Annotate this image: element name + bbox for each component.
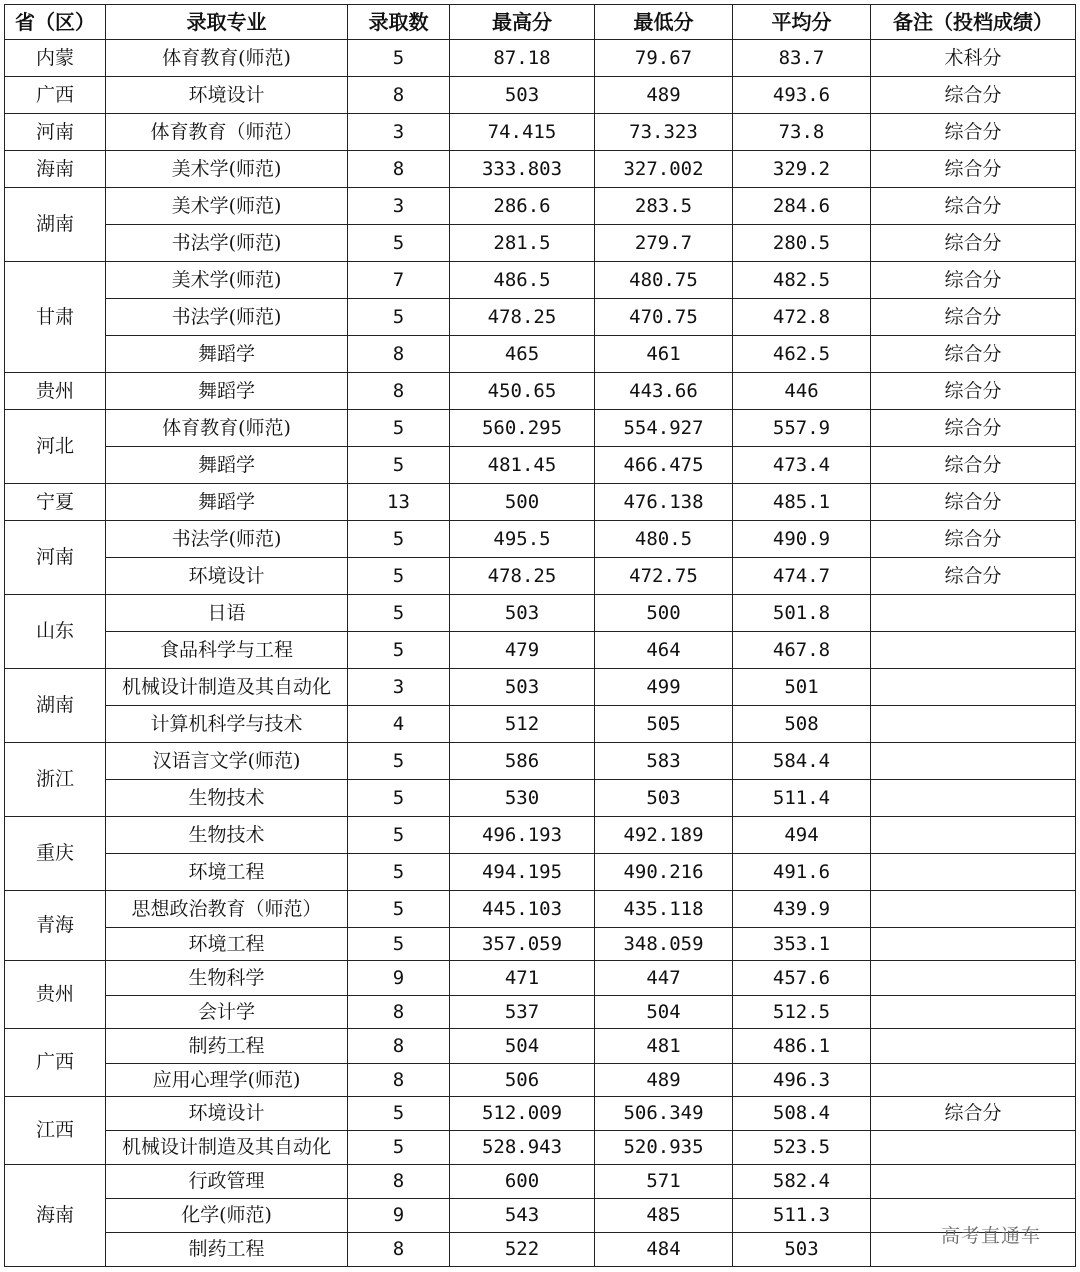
cell-province: 海南 (5, 151, 106, 188)
cell-remark: 术科分 (871, 40, 1076, 77)
cell-remark: 综合分 (871, 188, 1076, 225)
cell-avg-score: 511.3 (733, 1199, 871, 1233)
cell-major: 环境设计 (106, 77, 348, 114)
cell-min-score: 520.935 (595, 1131, 733, 1165)
cell-remark (871, 996, 1076, 1029)
cell-major: 体育教育(师范) (106, 410, 348, 447)
cell-province: 贵州 (5, 373, 106, 410)
table-row (5, 225, 1076, 262)
cell-remark: 综合分 (871, 1097, 1076, 1131)
cell-admitted-count: 5 (348, 558, 450, 595)
cell-remark: 综合分 (871, 262, 1076, 299)
table-row (5, 743, 1076, 780)
cell-remark (871, 854, 1076, 891)
header-row (5, 5, 1076, 40)
cell-major: 美术学(师范) (106, 262, 348, 299)
cell-avg-score: 83.7 (733, 40, 871, 77)
table-row (5, 1165, 1076, 1199)
cell-max-score: 537 (450, 996, 595, 1029)
table-row (5, 1233, 1076, 1267)
table-row (5, 1199, 1076, 1233)
cell-remark (871, 1029, 1076, 1064)
cell-admitted-count: 8 (348, 336, 450, 373)
cell-remark: 综合分 (871, 114, 1076, 151)
cell-major: 环境设计 (106, 558, 348, 595)
cell-avg-score: 353.1 (733, 928, 871, 961)
table-row (5, 1131, 1076, 1165)
cell-admitted-count: 8 (348, 1233, 450, 1267)
cell-major: 舞蹈学 (106, 484, 348, 521)
cell-avg-score: 462.5 (733, 336, 871, 373)
cell-min-score: 279.7 (595, 225, 733, 262)
cell-min-score: 485 (595, 1199, 733, 1233)
cell-min-score: 554.927 (595, 410, 733, 447)
table-row (5, 373, 1076, 410)
cell-major: 会计学 (106, 996, 348, 1029)
cell-max-score: 481.45 (450, 447, 595, 484)
cell-avg-score: 582.4 (733, 1165, 871, 1199)
cell-avg-score: 446 (733, 373, 871, 410)
cell-admitted-count: 5 (348, 40, 450, 77)
table-row (5, 336, 1076, 373)
header-avg-score: 平均分 (733, 5, 871, 40)
cell-major: 环境设计 (106, 1097, 348, 1131)
cell-max-score: 333.803 (450, 151, 595, 188)
cell-avg-score: 508 (733, 706, 871, 743)
cell-major: 生物技术 (106, 817, 348, 854)
cell-remark: 综合分 (871, 521, 1076, 558)
cell-admitted-count: 4 (348, 706, 450, 743)
cell-min-score: 470.75 (595, 299, 733, 336)
cell-avg-score: 503 (733, 1233, 871, 1267)
table-row (5, 928, 1076, 961)
cell-major: 化学(师范) (106, 1199, 348, 1233)
table-row (5, 299, 1076, 336)
cell-admitted-count: 8 (348, 1029, 450, 1064)
cell-admitted-count: 5 (348, 632, 450, 669)
cell-province: 河北 (5, 410, 106, 484)
cell-max-score: 512.009 (450, 1097, 595, 1131)
cell-max-score: 528.943 (450, 1131, 595, 1165)
cell-admitted-count: 8 (348, 996, 450, 1029)
cell-admitted-count: 9 (348, 1199, 450, 1233)
cell-min-score: 499 (595, 669, 733, 706)
table-row (5, 632, 1076, 669)
cell-admitted-count: 5 (348, 595, 450, 632)
cell-remark: 综合分 (871, 373, 1076, 410)
cell-max-score: 445.103 (450, 891, 595, 928)
cell-province: 广西 (5, 1029, 106, 1097)
cell-admitted-count: 5 (348, 1131, 450, 1165)
table-row (5, 961, 1076, 996)
cell-min-score: 283.5 (595, 188, 733, 225)
cell-avg-score: 501.8 (733, 595, 871, 632)
cell-remark: 综合分 (871, 77, 1076, 114)
cell-remark: 综合分 (871, 484, 1076, 521)
header-major: 录取专业 (106, 5, 348, 40)
cell-avg-score: 494 (733, 817, 871, 854)
cell-remark (871, 928, 1076, 961)
cell-avg-score: 512.5 (733, 996, 871, 1029)
cell-admitted-count: 5 (348, 225, 450, 262)
cell-max-score: 479 (450, 632, 595, 669)
cell-major: 日语 (106, 595, 348, 632)
table-row (5, 114, 1076, 151)
watermark: 高考直通车 (941, 1225, 1042, 1247)
cell-min-score: 504 (595, 996, 733, 1029)
cell-province: 内蒙 (5, 40, 106, 77)
cell-admitted-count: 5 (348, 410, 450, 447)
cell-max-score: 503 (450, 77, 595, 114)
table-row (5, 188, 1076, 225)
cell-min-score: 73.323 (595, 114, 733, 151)
cell-max-score: 506 (450, 1064, 595, 1097)
cell-min-score: 464 (595, 632, 733, 669)
cell-admitted-count: 9 (348, 961, 450, 996)
cell-avg-score: 508.4 (733, 1097, 871, 1131)
cell-max-score: 495.5 (450, 521, 595, 558)
cell-admitted-count: 5 (348, 928, 450, 961)
cell-province: 江西 (5, 1097, 106, 1165)
cell-admitted-count: 5 (348, 299, 450, 336)
cell-major: 生物技术 (106, 780, 348, 817)
cell-avg-score: 523.5 (733, 1131, 871, 1165)
cell-major: 体育教育（师范） (106, 114, 348, 151)
table-row (5, 669, 1076, 706)
cell-province: 青海 (5, 891, 106, 961)
table-row (5, 521, 1076, 558)
cell-max-score: 503 (450, 669, 595, 706)
cell-min-score: 476.138 (595, 484, 733, 521)
cell-avg-score: 493.6 (733, 77, 871, 114)
cell-admitted-count: 5 (348, 521, 450, 558)
cell-min-score: 466.475 (595, 447, 733, 484)
cell-max-score: 512 (450, 706, 595, 743)
cell-min-score: 489 (595, 1064, 733, 1097)
cell-remark: 综合分 (871, 336, 1076, 373)
cell-major: 美术学(师范) (106, 188, 348, 225)
cell-avg-score: 491.6 (733, 854, 871, 891)
cell-avg-score: 467.8 (733, 632, 871, 669)
cell-remark: 综合分 (871, 225, 1076, 262)
cell-major: 食品科学与工程 (106, 632, 348, 669)
cell-max-score: 560.295 (450, 410, 595, 447)
cell-major: 机械设计制造及其自动化 (106, 669, 348, 706)
cell-remark (871, 743, 1076, 780)
cell-major: 舞蹈学 (106, 336, 348, 373)
table-row (5, 854, 1076, 891)
table-row (5, 780, 1076, 817)
cell-province: 河南 (5, 521, 106, 595)
cell-max-score: 478.25 (450, 558, 595, 595)
cell-avg-score: 496.3 (733, 1064, 871, 1097)
cell-province: 浙江 (5, 743, 106, 817)
cell-min-score: 461 (595, 336, 733, 373)
cell-remark (871, 1064, 1076, 1097)
table-row (5, 558, 1076, 595)
cell-major: 生物科学 (106, 961, 348, 996)
cell-min-score: 435.118 (595, 891, 733, 928)
cell-major: 机械设计制造及其自动化 (106, 1131, 348, 1165)
cell-min-score: 443.66 (595, 373, 733, 410)
cell-remark (871, 706, 1076, 743)
cell-remark: 综合分 (871, 447, 1076, 484)
cell-avg-score: 501 (733, 669, 871, 706)
cell-min-score: 571 (595, 1165, 733, 1199)
cell-max-score: 357.059 (450, 928, 595, 961)
cell-avg-score: 584.4 (733, 743, 871, 780)
header-admitted-count: 录取数 (348, 5, 450, 40)
cell-major: 环境工程 (106, 928, 348, 961)
cell-min-score: 500 (595, 595, 733, 632)
cell-min-score: 348.059 (595, 928, 733, 961)
table-row (5, 1064, 1076, 1097)
cell-major: 书法学(师范) (106, 299, 348, 336)
table-row (5, 40, 1076, 77)
cell-avg-score: 486.1 (733, 1029, 871, 1064)
table-row (5, 1097, 1076, 1131)
cell-major: 舞蹈学 (106, 447, 348, 484)
cell-major: 应用心理学(师范) (106, 1064, 348, 1097)
cell-max-score: 500 (450, 484, 595, 521)
table-row (5, 410, 1076, 447)
cell-remark (871, 817, 1076, 854)
cell-province: 广西 (5, 77, 106, 114)
cell-avg-score: 280.5 (733, 225, 871, 262)
cell-max-score: 486.5 (450, 262, 595, 299)
cell-min-score: 505 (595, 706, 733, 743)
cell-max-score: 87.18 (450, 40, 595, 77)
cell-admitted-count: 13 (348, 484, 450, 521)
cell-max-score: 286.6 (450, 188, 595, 225)
table-row (5, 262, 1076, 299)
cell-remark: 综合分 (871, 558, 1076, 595)
cell-remark: 综合分 (871, 410, 1076, 447)
cell-admitted-count: 5 (348, 817, 450, 854)
cell-max-score: 471 (450, 961, 595, 996)
cell-admitted-count: 7 (348, 262, 450, 299)
cell-admitted-count: 8 (348, 151, 450, 188)
cell-max-score: 530 (450, 780, 595, 817)
cell-min-score: 480.75 (595, 262, 733, 299)
cell-max-score: 494.195 (450, 854, 595, 891)
cell-avg-score: 557.9 (733, 410, 871, 447)
cell-avg-score: 473.4 (733, 447, 871, 484)
cell-major: 环境工程 (106, 854, 348, 891)
cell-max-score: 600 (450, 1165, 595, 1199)
cell-admitted-count: 5 (348, 854, 450, 891)
cell-max-score: 586 (450, 743, 595, 780)
cell-max-score: 504 (450, 1029, 595, 1064)
table-row (5, 996, 1076, 1029)
cell-min-score: 492.189 (595, 817, 733, 854)
cell-min-score: 490.216 (595, 854, 733, 891)
cell-admitted-count: 5 (348, 743, 450, 780)
cell-province: 甘肃 (5, 262, 106, 373)
cell-province: 湖南 (5, 669, 106, 743)
cell-admitted-count: 3 (348, 188, 450, 225)
cell-major: 制药工程 (106, 1233, 348, 1267)
table-row (5, 891, 1076, 928)
cell-admitted-count: 5 (348, 1097, 450, 1131)
cell-province: 山东 (5, 595, 106, 669)
cell-remark: 综合分 (871, 299, 1076, 336)
cell-avg-score: 472.8 (733, 299, 871, 336)
cell-remark (871, 632, 1076, 669)
table-row (5, 447, 1076, 484)
table-row (5, 151, 1076, 188)
cell-admitted-count: 3 (348, 669, 450, 706)
cell-province: 贵州 (5, 961, 106, 1029)
cell-max-score: 465 (450, 336, 595, 373)
cell-avg-score: 482.5 (733, 262, 871, 299)
cell-min-score: 472.75 (595, 558, 733, 595)
cell-major: 行政管理 (106, 1165, 348, 1199)
cell-major: 体育教育(师范) (106, 40, 348, 77)
cell-province: 海南 (5, 1165, 106, 1267)
cell-remark (871, 961, 1076, 996)
cell-avg-score: 284.6 (733, 188, 871, 225)
cell-remark (871, 1165, 1076, 1199)
cell-avg-score: 490.9 (733, 521, 871, 558)
cell-avg-score: 474.7 (733, 558, 871, 595)
cell-remark (871, 1131, 1076, 1165)
cell-avg-score: 485.1 (733, 484, 871, 521)
cell-avg-score: 457.6 (733, 961, 871, 996)
cell-min-score: 583 (595, 743, 733, 780)
cell-admitted-count: 5 (348, 447, 450, 484)
admission-scores-table (4, 4, 1076, 1267)
header-min-score: 最低分 (595, 5, 733, 40)
cell-max-score: 281.5 (450, 225, 595, 262)
cell-province: 河南 (5, 114, 106, 151)
table-row (5, 595, 1076, 632)
cell-remark (871, 595, 1076, 632)
cell-remark (871, 780, 1076, 817)
cell-avg-score: 73.8 (733, 114, 871, 151)
cell-admitted-count: 5 (348, 891, 450, 928)
cell-min-score: 79.67 (595, 40, 733, 77)
cell-admitted-count: 3 (348, 114, 450, 151)
cell-min-score: 503 (595, 780, 733, 817)
cell-max-score: 543 (450, 1199, 595, 1233)
cell-min-score: 481 (595, 1029, 733, 1064)
cell-remark (871, 891, 1076, 928)
cell-avg-score: 329.2 (733, 151, 871, 188)
cell-admitted-count: 8 (348, 1165, 450, 1199)
cell-avg-score: 511.4 (733, 780, 871, 817)
cell-major: 思想政治教育（师范） (106, 891, 348, 928)
cell-major: 书法学(师范) (106, 225, 348, 262)
cell-major: 书法学(师范) (106, 521, 348, 558)
cell-max-score: 503 (450, 595, 595, 632)
table-row (5, 77, 1076, 114)
cell-min-score: 484 (595, 1233, 733, 1267)
cell-major: 汉语言文学(师范) (106, 743, 348, 780)
header-remark: 备注（投档成绩） (871, 5, 1076, 40)
cell-avg-score: 439.9 (733, 891, 871, 928)
cell-max-score: 74.415 (450, 114, 595, 151)
cell-max-score: 450.65 (450, 373, 595, 410)
cell-max-score: 478.25 (450, 299, 595, 336)
cell-min-score: 489 (595, 77, 733, 114)
table-row (5, 484, 1076, 521)
cell-major: 美术学(师范) (106, 151, 348, 188)
cell-admitted-count: 5 (348, 780, 450, 817)
cell-max-score: 496.193 (450, 817, 595, 854)
header-max-score: 最高分 (450, 5, 595, 40)
table-row (5, 817, 1076, 854)
header-province: 省（区） (5, 5, 106, 40)
cell-admitted-count: 8 (348, 373, 450, 410)
cell-major: 计算机科学与技术 (106, 706, 348, 743)
cell-admitted-count: 8 (348, 77, 450, 114)
cell-min-score: 506.349 (595, 1097, 733, 1131)
cell-province: 宁夏 (5, 484, 106, 521)
cell-remark (871, 669, 1076, 706)
cell-admitted-count: 8 (348, 1064, 450, 1097)
cell-min-score: 447 (595, 961, 733, 996)
table-row (5, 706, 1076, 743)
cell-major: 舞蹈学 (106, 373, 348, 410)
cell-min-score: 327.002 (595, 151, 733, 188)
table-row (5, 1029, 1076, 1064)
cell-province: 湖南 (5, 188, 106, 262)
cell-min-score: 480.5 (595, 521, 733, 558)
cell-remark: 综合分 (871, 151, 1076, 188)
table-body (5, 40, 1076, 1267)
cell-major: 制药工程 (106, 1029, 348, 1064)
cell-max-score: 522 (450, 1233, 595, 1267)
cell-province: 重庆 (5, 817, 106, 891)
